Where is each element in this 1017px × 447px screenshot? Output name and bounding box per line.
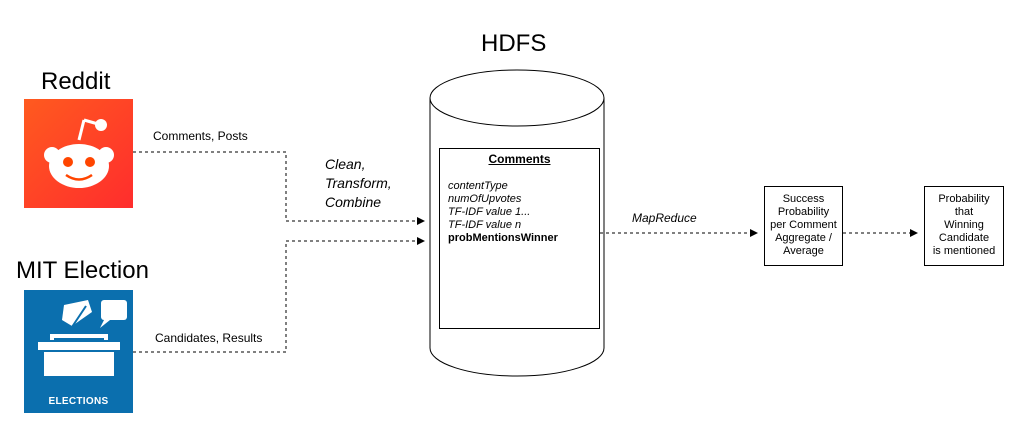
mapreduce-label: MapReduce [632,211,697,225]
reddit-icon [24,99,133,208]
box-line: is mentioned [932,245,996,257]
election-title: MIT Election [16,257,149,284]
election-logo-caption: ELECTIONS [48,396,109,407]
box-line: Average [783,245,824,257]
transform-label [325,155,392,212]
table-field: contentType [448,180,508,192]
table-field: TF-IDF value n [448,219,522,231]
reddit-title: Reddit [41,68,111,95]
box-line: Aggregate / [775,232,832,244]
comments-table-title: Comments [488,152,551,166]
comments-table [439,148,600,329]
winning-candidate-box [924,186,1004,266]
transform-label-line: Transform, [325,175,392,191]
box-line: Success [782,193,825,205]
box-line: Probability [938,193,990,205]
hdfs-title: HDFS [481,30,547,57]
success-probability-box [764,186,843,266]
box-line: that [954,206,974,218]
box-line: Candidate [938,232,990,244]
election-edge-label: Candidates, Results [155,331,263,345]
box-line: Winning [944,219,984,231]
box-line: per Comment [770,219,837,231]
reddit-edge-label: Comments, Posts [153,129,248,143]
transform-label-line: Clean, [325,156,366,172]
box-line: Probability [777,206,830,218]
table-field: TF-IDF value 1... [448,206,531,218]
transform-label-line: Combine [325,194,382,210]
table-field: numOfUpvotes [448,193,522,205]
ballot-box-icon [24,290,133,413]
table-field: probMentionsWinner [448,232,558,244]
